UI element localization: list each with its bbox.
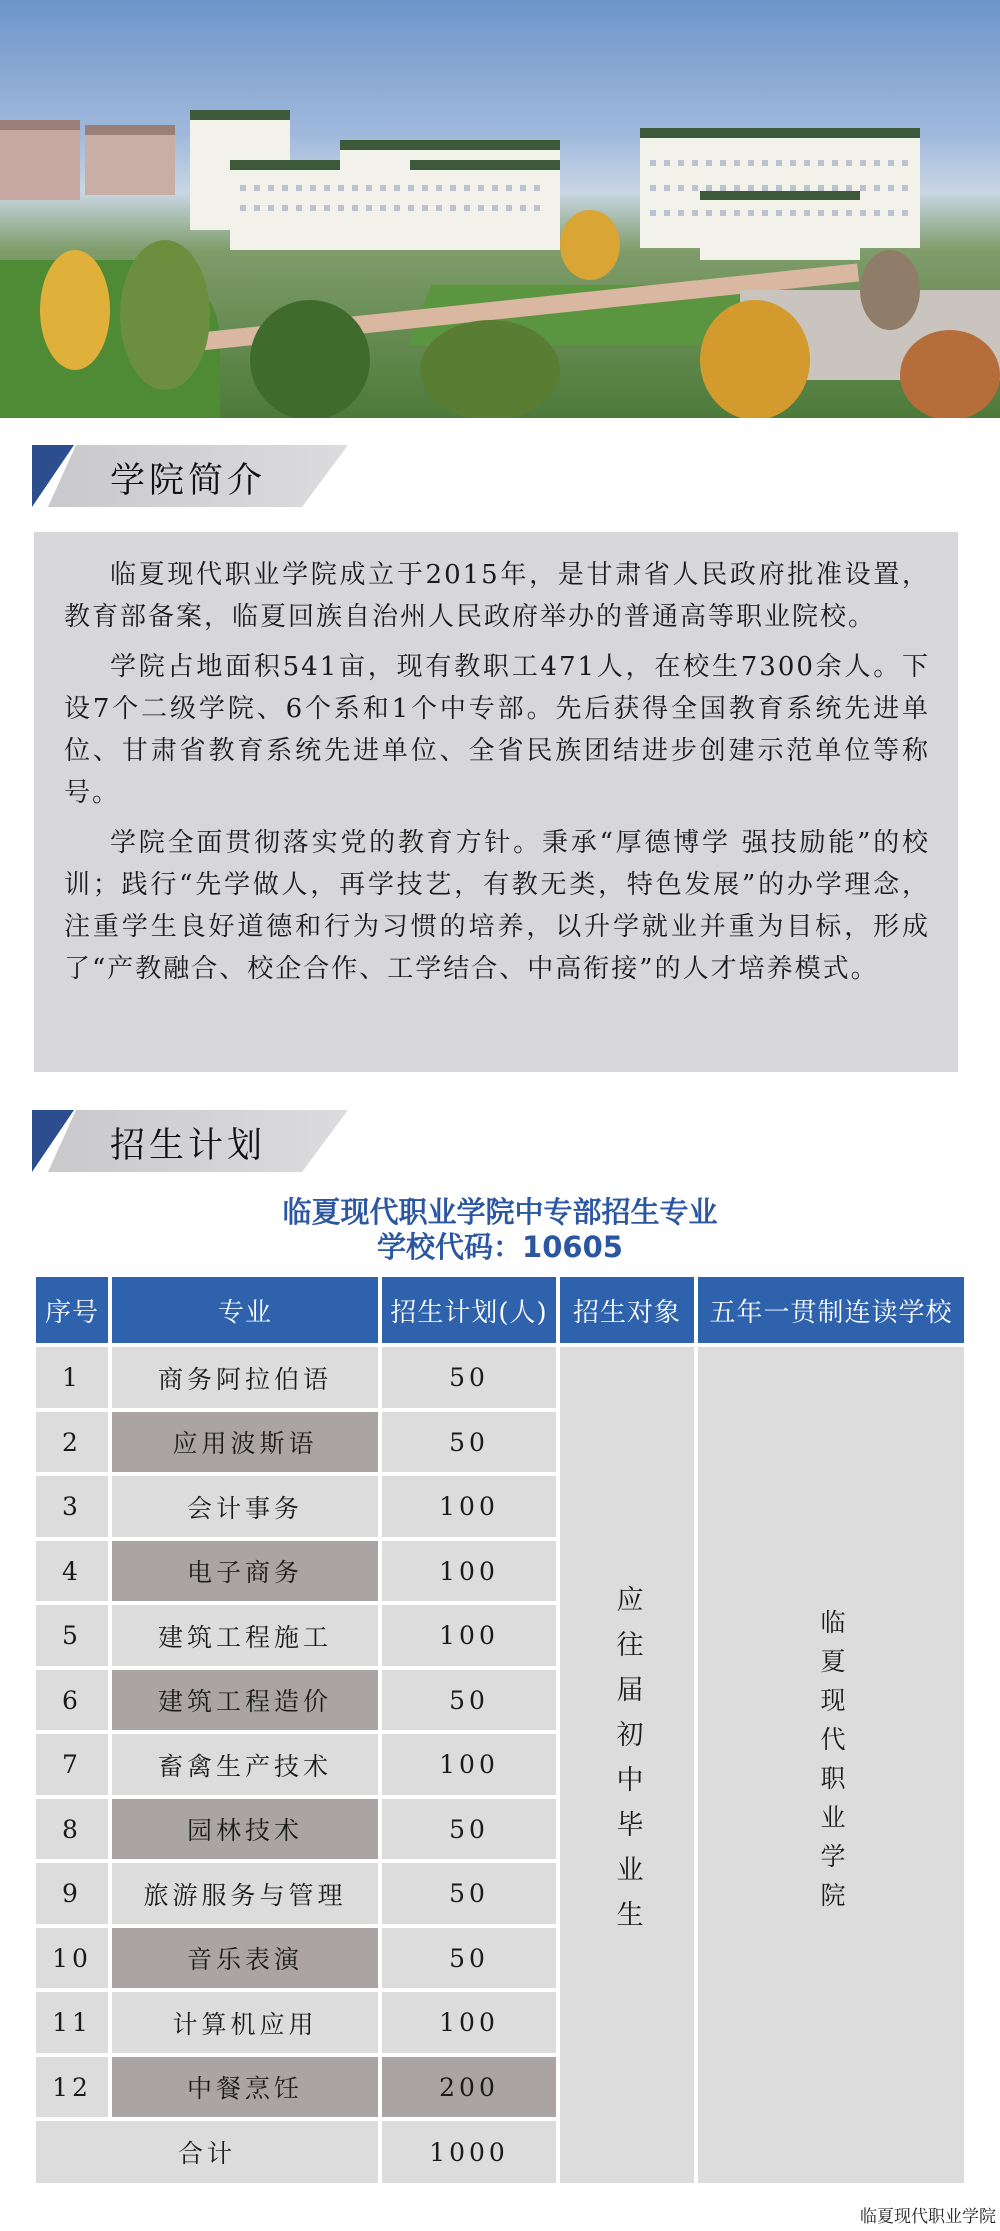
row-no: 1: [34, 1345, 110, 1410]
enrollment-target: 应往届初中毕业生: [558, 1345, 696, 2185]
row-plan: 100: [380, 1732, 558, 1797]
header-major: 专业: [110, 1275, 380, 1345]
row-no: 2: [34, 1410, 110, 1474]
row-no: 12: [34, 2055, 110, 2119]
row-major: 电子商务: [110, 1539, 380, 1603]
row-no: 11: [34, 1990, 110, 2055]
section-title: 招生计划: [110, 1126, 267, 1166]
row-major: 音乐表演: [110, 1926, 380, 1990]
intro-box: [34, 532, 958, 1072]
enrollment-title: 临夏现代职业学院中专部招生专业: [282, 1195, 718, 1229]
row-major: 旅游服务与管理: [110, 1861, 380, 1926]
row-plan: 100: [380, 1474, 558, 1539]
row-plan: 50: [380, 1797, 558, 1861]
row-plan: 50: [380, 1668, 558, 1732]
row-plan: 200: [380, 2055, 558, 2119]
row-no: 8: [34, 1797, 110, 1861]
row-no: 5: [34, 1603, 110, 1668]
intro-paragraph: 学院占地面积541亩，现有教职工471人，在校生7300余人。下设7个二级学院、6个系和1个中专部。先后获得全国教育系统先进单位、甘肃省教育系统先进单位、全省民族团结进步创建示范单位等称号。: [64, 652, 930, 808]
row-no: 4: [34, 1539, 110, 1603]
row-no: 10: [34, 1926, 110, 1990]
header-target: 招生对象: [558, 1275, 696, 1345]
row-plan: 100: [380, 1990, 558, 2055]
row-no: 3: [34, 1474, 110, 1539]
row-plan: 100: [380, 1603, 558, 1668]
row-no: 6: [34, 1668, 110, 1732]
header-school: 五年一贯制连读学校: [696, 1275, 966, 1345]
row-no: 9: [34, 1861, 110, 1926]
row-plan: 50: [380, 1345, 558, 1410]
total-value: 1000: [380, 2119, 558, 2185]
row-plan: 50: [380, 1410, 558, 1474]
section-header-intro: [32, 445, 352, 507]
row-major: 畜禽生产技术: [110, 1732, 380, 1797]
partner-school: 临夏现代职业学院: [696, 1345, 966, 2185]
campus-photo: [0, 0, 1000, 418]
header-plan: 招生计划(人): [380, 1275, 558, 1345]
row-major: 中餐烹饪: [110, 2055, 380, 2119]
row-plan: 50: [380, 1926, 558, 1990]
row-major: 计算机应用: [110, 1990, 380, 2055]
row-no: 7: [34, 1732, 110, 1797]
row-major: 应用波斯语: [110, 1410, 380, 1474]
section-title: 学院简介: [110, 461, 267, 501]
row-plan: 100: [380, 1539, 558, 1603]
intro-paragraph: 临夏现代职业学院成立于2015年，是甘肃省人民政府批准设置，教育部备案，临夏回族自治州人民政府举办的普通高等职业院校。: [64, 560, 930, 632]
row-major: 会计事务: [110, 1474, 380, 1539]
intro-paragraph: 学院全面贯彻落实党的教育方针。秉承“厚德博学 强技励能”的校训；践行“先学做人，再学技艺，有教无类，特色发展”的办学理念，注重学生良好道德和行为习惯的培养，以升学就业并重为目标，形成了“产教融合、校企合作、工学结合、中高衔接”的人才培养模式。: [64, 828, 930, 984]
row-major: 建筑工程造价: [110, 1668, 380, 1732]
section-header-plan: [32, 1110, 352, 1172]
row-major: 建筑工程施工: [110, 1603, 380, 1668]
row-plan: 50: [380, 1861, 558, 1926]
total-label: 合计: [34, 2119, 380, 2185]
school-code: 学校代码：10605: [377, 1230, 623, 1264]
row-major: 园林技术: [110, 1797, 380, 1861]
footer-watermark: 临夏现代职业学院: [860, 2207, 996, 2227]
row-major: 商务阿拉伯语: [110, 1345, 380, 1410]
header-no: 序号: [34, 1275, 110, 1345]
